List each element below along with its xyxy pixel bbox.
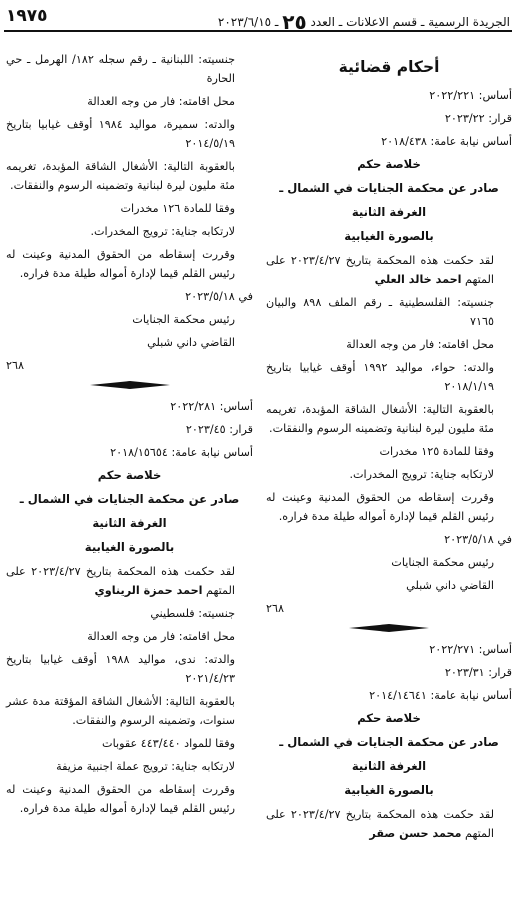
judgment-date: في ٢٠٢٣/٥/١٨	[444, 533, 512, 546]
civil-rights-decision: وقررت إسقاطه من الحقوق المدنية وعينت له رئيس القلم قيما لإدارة أمواله طيلة مدة فراره.	[6, 783, 235, 815]
left-column	[6, 50, 253, 822]
court-name: صادر عن محكمة الجنايات في الشمال ـ	[19, 492, 240, 506]
judgment-date: في ٢٠٢٣/٥/١٨	[185, 290, 253, 303]
issue-date: ـ ٢٠٢٣/٦/١٥	[217, 15, 279, 29]
judgment-mode: بالصورة الغيابية	[344, 783, 434, 797]
verdict-text	[266, 805, 512, 843]
judgment-mode: بالصورة الغيابية	[344, 229, 434, 243]
verdict-date-text: لقد حكمت هذه المحكمة بتاريخ ٢٠٢٣/٤/٢٧	[290, 254, 495, 267]
judgment-1	[266, 86, 512, 618]
right-column	[266, 50, 512, 847]
accused-name: محمد حسن صقر	[369, 827, 462, 840]
verdict-date-text: لقد حكمت هذه المحكمة بتاريخ ٢٠٢٣/٤/٢٧	[290, 808, 495, 821]
civil-rights-decision: وقررت إسقاطه من الحقوق المدنية وعينت له رئيس القلم قيما لإدارة أمواله طيلة مدة فراره.	[266, 491, 494, 523]
publication-name: الجريدة الرسمية ـ قسم الاعلانات ـ العدد	[310, 15, 510, 29]
signer-title: رئيس محكمة الجنايات	[391, 556, 494, 569]
prosecution-number: أساس نيابة عامة: ٢٠١٨/١٥٦٥٤	[110, 446, 253, 459]
reference-number: ٢٦٨	[266, 602, 285, 615]
judgment-2	[266, 640, 512, 843]
verdict-accused-prefix: على المتهم	[6, 565, 235, 597]
chamber: الغرفة الثانية	[92, 516, 167, 530]
nationality: جنسيته: اللبنانية ـ رقم سجله ١٨٢/ الهرمل ـ حي الحارة	[6, 53, 235, 85]
case-number: أساس: ٢٠٢٢/٢٨١	[170, 400, 253, 413]
chamber: الغرفة الثانية	[351, 205, 427, 219]
accused-name: احمد خالد العلي	[374, 273, 462, 286]
chamber: الغرفة الثانية	[351, 759, 427, 773]
decision-number: قرار: ٢٠٢٣/٢٢	[444, 112, 512, 125]
civil-rights-decision: وقررت إسقاطه من الحقوق المدنية وعينت له رئيس القلم قيما لإدارة أمواله طيلة مدة فراره.	[6, 248, 235, 280]
separator-ornament	[90, 381, 170, 389]
judgment-continued	[6, 50, 253, 375]
prosecution-number: أساس نيابة عامة: ٢٠١٨/٤٣٨	[381, 135, 512, 148]
judgment-summary-heading: خلاصة حكم	[357, 711, 421, 725]
signer-title: رئيس محكمة الجنايات	[132, 313, 235, 326]
legal-article: وفقا للمادة ١٢٥ مخدرات	[379, 445, 494, 458]
legal-article: وفقا للمادة ١٢٦ مخدرات	[120, 202, 235, 215]
nationality: جنسيته: الفلسطينية ـ رقم الملف ٨٩٨ والبيان ٧١٦٥	[266, 296, 494, 328]
section-title: أحكام قضائية	[338, 58, 440, 76]
case-number: أساس: ٢٠٢٢/٢٧١	[429, 643, 512, 656]
crime: لارتكابه جناية: ترويج المخدرات.	[349, 468, 494, 481]
decision-number: قرار: ٢٠٢٣/٣١	[444, 666, 512, 679]
crime: لارتكابه جناية: ترويج عملة اجنبية مزيفة	[56, 760, 235, 773]
section-separator	[6, 379, 253, 393]
accused-name: احمد حمزة الريناوي	[94, 584, 203, 597]
judgment-summary-heading: خلاصة حكم	[97, 468, 162, 482]
verdict-date-text: لقد حكمت هذه المحكمة بتاريخ ٢٠٢٣/٤/٢٧	[31, 565, 235, 578]
court-name: صادر عن محكمة الجنايات في الشمال ـ	[279, 735, 499, 749]
judgment-mode: بالصورة الغيابية	[84, 540, 175, 554]
header-title	[218, 10, 510, 34]
verdict-text	[266, 251, 512, 289]
court-name: صادر عن محكمة الجنايات في الشمال ـ	[279, 181, 499, 195]
section-separator	[266, 622, 512, 636]
residence: محل اقامته: فار من وجه العدالة	[346, 338, 494, 351]
mother-and-birth: والدته: ندى، مواليد ١٩٨٨ أوقف غيابيا بتاريخ ٢٠٢١/٤/٢٣	[6, 653, 235, 685]
prosecution-number: أساس نيابة عامة: ٢٠١٤/١٤٦٤١	[369, 689, 512, 702]
mother-and-birth: والدته: سميرة، مواليد ١٩٨٤ أوقف غيابيا بتاريخ ٢٠١٤/٥/١٩	[6, 118, 235, 150]
penalty: بالعقوبة التالية: الأشغال الشاقة المؤبدة، تغريمه مئة مليون ليرة لبنانية وتضمينه الرسوم والنفقات.	[6, 160, 235, 192]
verdict-text	[6, 562, 253, 600]
judgment-summary-heading: خلاصة حكم	[357, 157, 421, 171]
residence: محل اقامته: فار من وجه العدالة	[87, 95, 235, 108]
signer-name: القاضي داني شبلي	[406, 579, 494, 592]
signer-name: القاضي داني شبلي	[147, 336, 235, 349]
crime: لارتكابه جناية: ترويج المخدرات.	[90, 225, 235, 238]
legal-article: وفقا للمواد ٤٤٣/٤٤٠ عقوبات	[102, 737, 235, 750]
page-number: ١٩٧٥	[6, 6, 48, 26]
verdict-accused-prefix: على المتهم	[266, 254, 494, 286]
judgment-3	[6, 397, 253, 818]
reference-number: ٢٦٨	[6, 359, 25, 372]
issue-number: ٢٥	[282, 10, 307, 34]
case-number: أساس: ٢٠٢٢/٢٢١	[429, 89, 512, 102]
verdict-accused-prefix: على المتهم	[266, 808, 494, 840]
nationality: جنسيته: فلسطيني	[150, 607, 235, 620]
penalty: بالعقوبة التالية: الأشغال الشاقة المؤبدة، تغريمه مئة مليون ليرة لبنانية وتضمينه الرسوم والنفقات.	[266, 403, 494, 435]
residence: محل اقامته: فار من وجه العدالة	[87, 630, 235, 643]
page-header	[4, 4, 512, 32]
separator-ornament	[349, 624, 429, 632]
penalty: بالعقوبة التالية: الأشغال الشاقة المؤقتة مدة عشر سنوات، وتضمينه الرسوم والنفقات.	[6, 695, 235, 727]
decision-number: قرار: ٢٠٢٣/٤٥	[185, 423, 253, 436]
mother-and-birth: والدته: حواء، مواليد ١٩٩٢ أوقف غيابيا بتاريخ ٢٠١٨/١/١٩	[266, 361, 494, 393]
